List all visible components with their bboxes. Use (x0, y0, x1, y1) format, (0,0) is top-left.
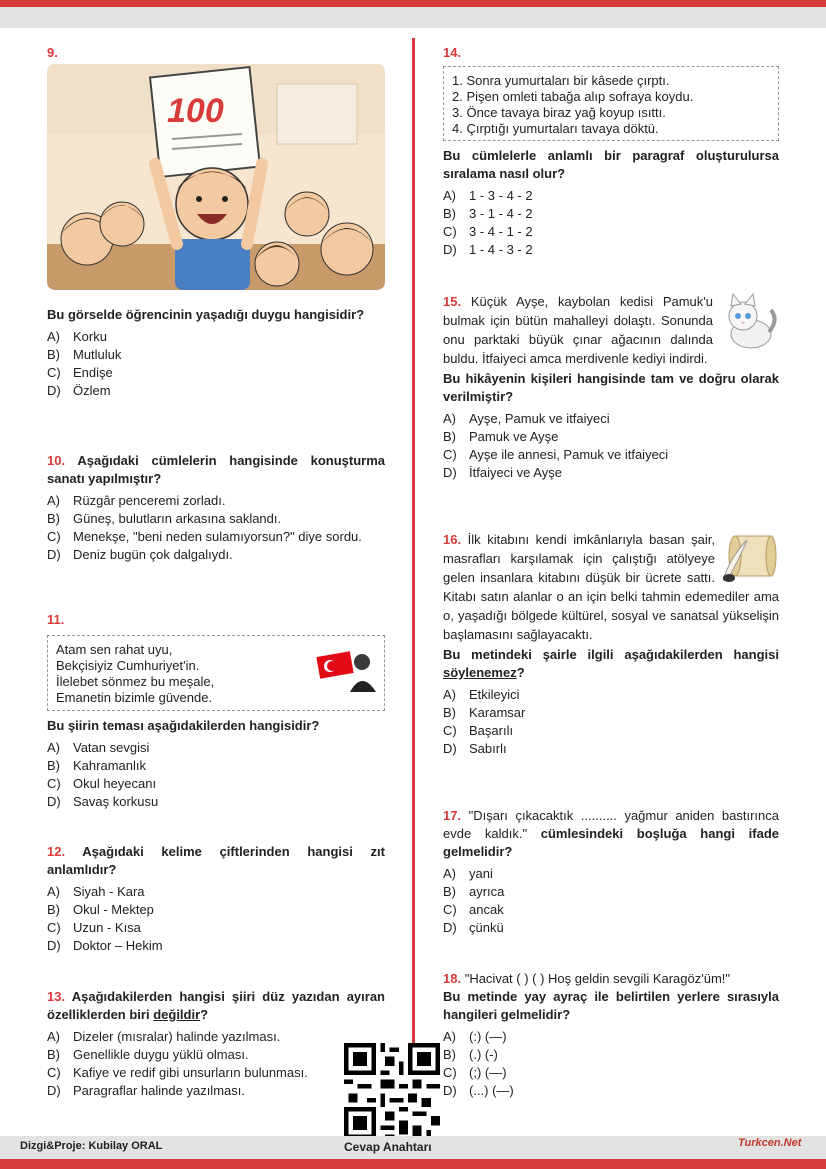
option-a[interactable]: A) Dizeler (mısralar) halinde yazılması. (47, 1029, 281, 1044)
poem-line: İlelebet sönmez bu meşale, (56, 674, 215, 689)
emphasis-word: değildir (153, 1007, 201, 1022)
poem-line: Atam sen rahat uyu, (56, 642, 173, 657)
question-12 (47, 843, 385, 955)
sentence: 1. Sonra yumurtaları bir kâsede çırptı. (452, 73, 670, 88)
question-number: 18. (443, 971, 462, 986)
option-b[interactable]: B) Kahramanlık (47, 758, 146, 773)
question-text: 13. Aşağıdakilerden hangisi şiiri düz yazıdan ayıran özelliklerden biri değildir? (47, 989, 385, 1022)
question-number: 13. (47, 989, 66, 1004)
top-accent-line (0, 0, 826, 7)
option-c[interactable]: C) Menekşe, "beni neden sulamıyorsun?" diye sordu. (47, 529, 362, 544)
option-a[interactable]: A) (:) (—) (443, 1029, 507, 1044)
option-a[interactable]: A) Ayşe, Pamuk ve itfaiyeci (443, 411, 610, 426)
option-d[interactable]: D) Deniz bugün çok dalgalıydı. (47, 547, 233, 562)
options-list (443, 410, 779, 482)
option-b[interactable]: B) Güneş, bulutların arkasına saklandı. (47, 511, 282, 526)
brand-logo: Turkcen.Net (738, 1137, 802, 1149)
question-15 (443, 292, 779, 482)
options-list (47, 328, 385, 400)
options-list (47, 883, 385, 955)
question-text: cümlesindeki boşluğa hangi ifade gelmelidir? (443, 826, 779, 859)
option-b[interactable]: B) (.) (-) (443, 1047, 498, 1062)
question-text: 12. Aşağıdaki kelime çiftlerinden hangisi zıt anlamlıdır? (47, 844, 385, 877)
option-a[interactable]: A) Korku (47, 329, 107, 344)
sentences-box (443, 66, 779, 141)
question-number: 16. (443, 532, 462, 547)
question-13 (47, 988, 385, 1100)
answer-key-qr-code[interactable] (344, 1043, 440, 1139)
score-text: 100 (167, 92, 224, 130)
celebration-illustration (47, 64, 385, 290)
option-d[interactable]: D) Özlem (47, 383, 111, 398)
option-c[interactable]: C) Endişe (47, 365, 113, 380)
option-a[interactable]: A) Rüzgâr penceremi zorladı. (47, 493, 226, 508)
options-list (47, 739, 385, 811)
options-list (443, 187, 779, 259)
option-c[interactable]: C) Okul heyecanı (47, 776, 157, 791)
question-number: 15. (443, 294, 462, 309)
question-number: 10. (47, 453, 66, 468)
scroll-quill-icon (721, 530, 779, 584)
options-list (47, 1028, 385, 1100)
option-d[interactable]: D) Paragraflar halinde yazılması. (47, 1083, 245, 1098)
poem-box (47, 635, 385, 711)
question-text: Bu şiirin teması aşağıdakilerden hangisidir? (47, 718, 320, 733)
bottom-accent-line (0, 1159, 826, 1169)
question-text: Bu metindeki şairle ilgili aşağıdakilerden hangisi söylenemez? (443, 647, 779, 680)
question-9 (47, 45, 385, 400)
passage: 18. "Hacivat ( ) ( ) Hoş geldin sevgili Karagöz'üm!" (443, 971, 731, 986)
option-d[interactable]: D) Sabırlı (443, 741, 507, 756)
passage: 17. "Dışarı çıkacaktık .......... yağmur aniden bastırınca evde kaldık." cümlesindeki boşluğa hangi ifade gelmelidir? (443, 808, 779, 859)
options-list (443, 1028, 779, 1100)
options-list (47, 492, 385, 564)
option-b[interactable]: B) 3 - 1 - 4 - 2 (443, 206, 533, 221)
option-c[interactable]: C) Kafiye ve redif gibi unsurların bulunması. (47, 1065, 308, 1080)
question-number: 14. (443, 45, 462, 60)
option-b[interactable]: B) Karamsar (443, 705, 526, 720)
question-10 (47, 452, 385, 564)
answer-key-label[interactable]: Cevap Anahtarı (344, 1140, 432, 1154)
options-list (443, 865, 779, 937)
option-a[interactable]: A) Etkileyici (443, 687, 520, 702)
question-text: Bu görselde öğrencinin yaşadığı duygu hangisidir? (47, 307, 365, 322)
option-c[interactable]: C) ancak (443, 902, 504, 917)
cat-icon (719, 292, 779, 350)
option-a[interactable]: A) 1 - 3 - 4 - 2 (443, 188, 533, 203)
option-d[interactable]: D) (...) (—) (443, 1083, 514, 1098)
option-a[interactable]: A) Vatan sevgisi (47, 740, 150, 755)
question-16 (443, 530, 779, 758)
passage: 15. Küçük Ayşe, kaybolan kedisi Pamuk'u bulmak için bütün mahalleyi dolaştı. Sonunda onu parktaki büyük çınar ağacının dalında buldu. İtfaiyeci amca merdivenle kediyi indirdi. (443, 294, 713, 366)
option-c[interactable]: C) (;) (—) (443, 1065, 507, 1080)
option-d[interactable]: D) 1 - 4 - 3 - 2 (443, 242, 533, 257)
poem-line: Emanetin bizimle güvende. (56, 690, 213, 705)
option-c[interactable]: C) Başarılı (443, 723, 514, 738)
question-text: Bu cümlelerle anlamlı bir paragraf oluşturulursa sıralama nasıl olur? (443, 148, 779, 181)
question-11 (47, 612, 385, 811)
emphasis-word: söylenemez (443, 665, 517, 680)
option-a[interactable]: A) yani (443, 866, 493, 881)
question-14 (443, 45, 779, 259)
option-d[interactable]: D) çünkü (443, 920, 504, 935)
option-b[interactable]: B) Mutluluk (47, 347, 122, 362)
question-number: 12. (47, 844, 66, 859)
option-d[interactable]: D) Doktor – Hekim (47, 938, 163, 953)
footer-credit: Dizgi&Proje: Kubilay ORAL (20, 1140, 163, 1152)
question-18 (443, 970, 779, 1100)
sentence: 4. Çırptığı yumurtaları tavaya döktü. (452, 121, 659, 136)
option-b[interactable]: B) Pamuk ve Ayşe (443, 429, 559, 444)
column-divider (412, 38, 415, 1138)
options-list (443, 686, 779, 758)
question-17 (443, 807, 779, 937)
question-number: 11. (47, 612, 65, 627)
option-b[interactable]: B) ayrıca (443, 884, 505, 899)
question-number: 17. (443, 808, 462, 823)
question-text: Bu hikâyenin kişileri hangisinde tam ve doğru olarak verilmiştir? (443, 371, 779, 404)
option-c[interactable]: C) Ayşe ile annesi, Pamuk ve itfaiyeci (443, 447, 669, 462)
sentence: 2. Pişen omleti tabağa alıp sofraya koydu. (452, 89, 694, 104)
option-b[interactable]: B) Okul - Mektep (47, 902, 154, 917)
happy-student-image (47, 64, 385, 290)
option-a[interactable]: A) Siyah - Kara (47, 884, 145, 899)
question-text: 10. Aşağıdaki cümlelerin hangisinde konuşturma sanatı yapılmıştır? (47, 453, 386, 486)
poem-line: Bekçisiyiz Cumhuriyet'in. (56, 658, 200, 673)
sentence: 3. Önce tavaya biraz yağ koyup ısıttı. (452, 105, 666, 120)
option-c[interactable]: C) 3 - 4 - 1 - 2 (443, 224, 533, 239)
option-b[interactable]: B) Genellikle duygu yüklü olması. (47, 1047, 249, 1062)
option-d[interactable]: D) İtfaiyeci ve Ayşe (443, 465, 562, 480)
passage: 16. İlk kitabını kendi imkânlarıyla basan şair, masrafları karşılamak için çalıştığı atölyeye gelen insanlara kitabını düşük bir ücrete sattı. Kitabı satın alanlar o an için belki tahmin edemediler ama o, yaşadığı bölgede kültürel, sosyal ve sanatsal yükselişin başlamasını sağlayacaktı. (443, 532, 779, 642)
flag-ataturk-icon (316, 646, 378, 692)
question-text: Bu metinde yay ayraç ile belirtilen yerlere sırasıyla hangileri gelmelidir? (443, 989, 779, 1022)
option-d[interactable]: D) Savaş korkusu (47, 794, 159, 809)
question-number: 9. (47, 45, 58, 60)
option-c[interactable]: C) Uzun - Kısa (47, 920, 141, 935)
